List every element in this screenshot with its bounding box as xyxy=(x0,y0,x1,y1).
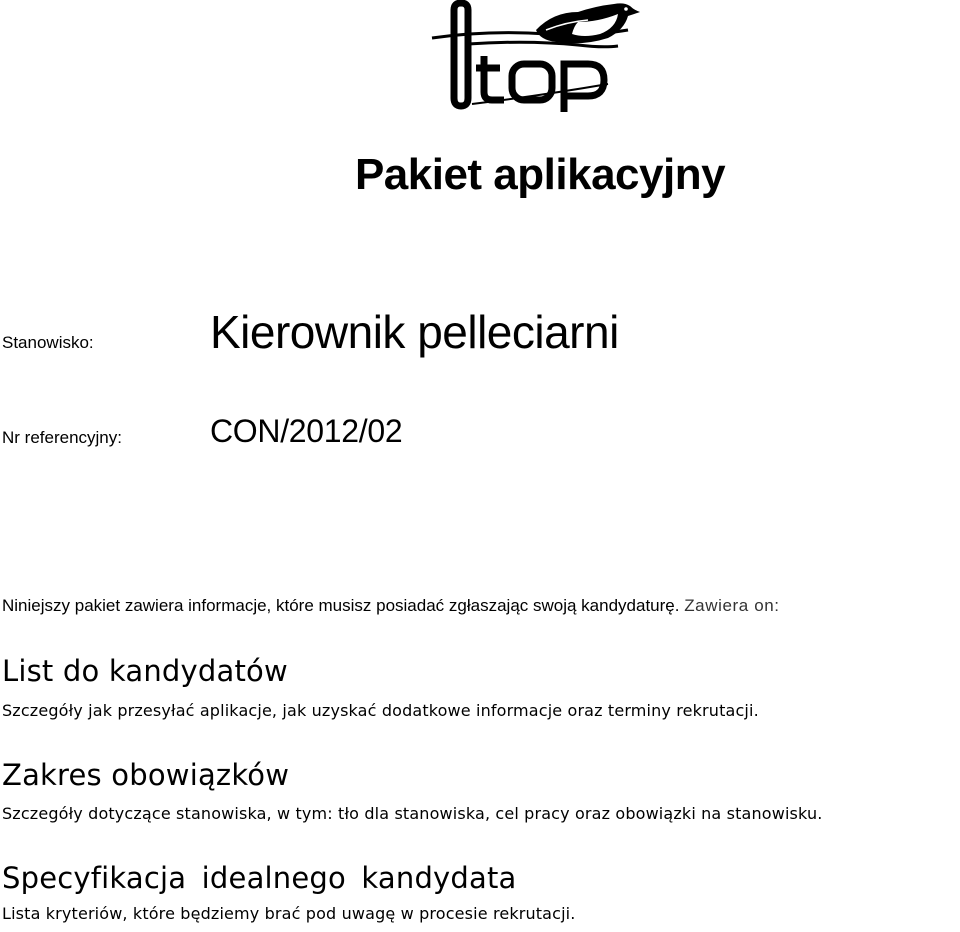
reference-value: CON/2012/02 xyxy=(210,413,403,449)
section-heading-candidate-spec: Specyfikacja idealnego kandydata xyxy=(2,861,517,895)
intro-text: Niniejszy pakiet zawiera informacje, które musisz posiadać zgłaszając swoją kandydaturę. xyxy=(2,596,680,615)
section-description-responsibilities: Szczegóły dotyczące stanowiska, w tym: tło dla stanowiska, cel pracy oraz obowiązki na stanowisku. xyxy=(2,804,823,823)
intro-contains: Zawiera on: xyxy=(684,596,780,615)
reference-label: Nr referencyjny: xyxy=(2,428,122,447)
section-heading-responsibilities: Zakres obowiązków xyxy=(2,758,290,792)
position-label: Stanowisko: xyxy=(2,333,94,352)
bird-logo-icon xyxy=(428,0,648,112)
position-value: Kierownik pelleciarni xyxy=(210,306,619,358)
section-heading-candidate-letter: List do kandydatów xyxy=(2,654,288,688)
section-description-candidate-letter: Szczegóły jak przesyłać aplikacje, jak uzyskać dodatkowe informacje oraz terminy rekrutacji. xyxy=(2,701,759,720)
intro-paragraph xyxy=(2,596,780,616)
section-description-candidate-spec: Lista kryteriów, które będziemy brać pod uwagę w procesie rekrutacji. xyxy=(2,904,576,923)
page-title: Pakiet aplikacyjny xyxy=(354,150,726,199)
